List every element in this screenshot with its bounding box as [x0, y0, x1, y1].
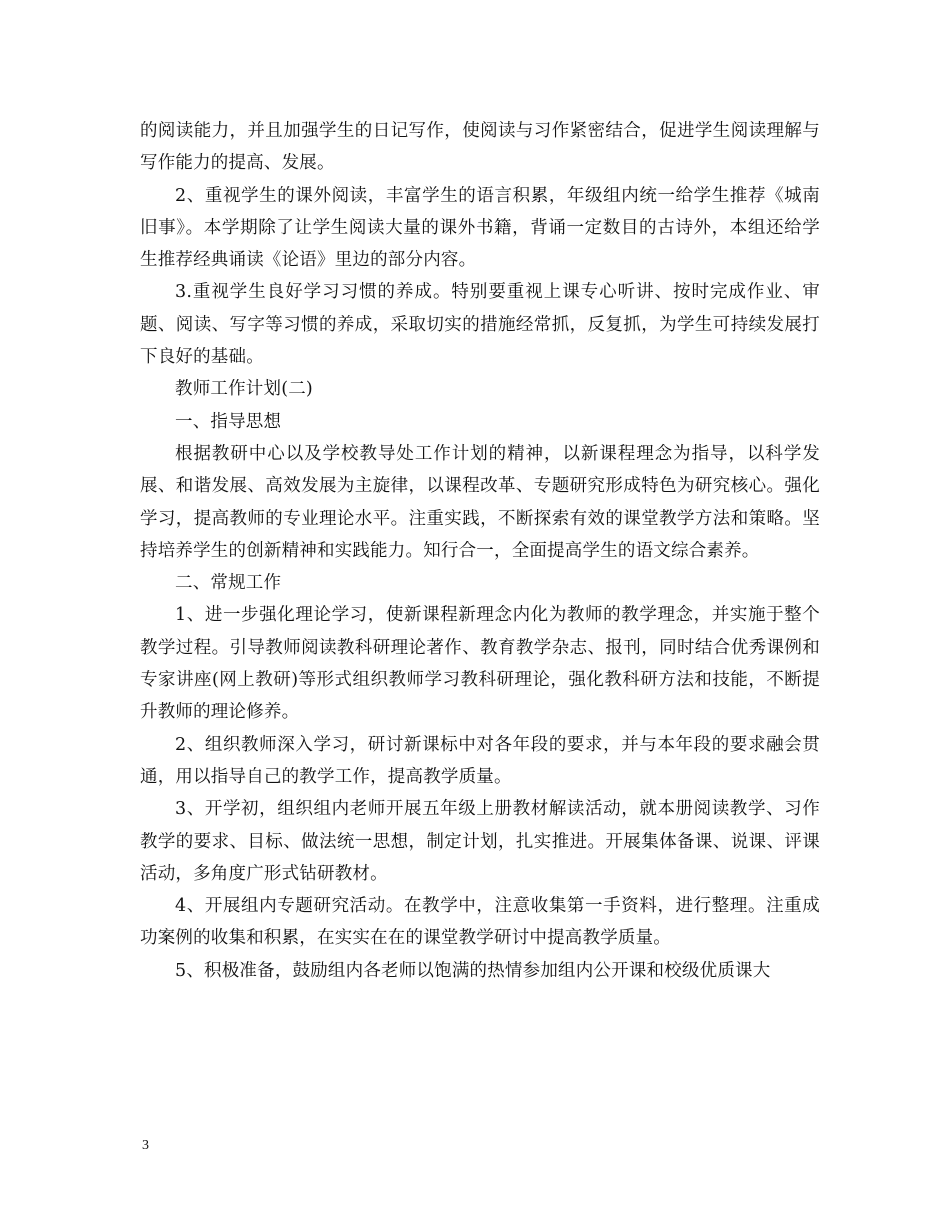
paragraph: 5、积极准备，鼓励组内各老师以饱满的热情参加组内公开课和校级优质课大: [175, 960, 771, 981]
paragraph: 4、开展组内专题研究活动。在教学中，注意收集第一手资料，进行整理。注重成功案例的收集和积累，在实实在在的课堂教学研讨中提高教学质量。: [140, 896, 820, 949]
section-title: 教师工作计划(二): [175, 379, 313, 400]
body-text: [140, 115, 820, 987]
paragraph: 2、组织教师深入学习，研讨新课标中对各年段的要求，并与本年段的要求融会贯通，用以指导自己的教学工作，提高教学质量。: [140, 734, 820, 787]
paragraph: 的阅读能力，并且加强学生的日记写作，使阅读与习作紧密结合，促进学生阅读理解与写作能力的提高、发展。: [140, 121, 820, 174]
paragraph: 3.重视学生良好学习习惯的养成。特别要重视上课专心听讲、按时完成作业、审题、阅读、写字等习惯的养成，采取切实的措施经常抓，反复抓，为学生可持续发展打下良好的基础。: [140, 282, 820, 368]
page-number: 3: [142, 1138, 149, 1153]
section-heading: 一、指导思想: [175, 411, 282, 432]
paragraph: 2、重视学生的课外阅读，丰富学生的语言积累，年级组内统一给学生推荐《城南旧事》。本学期除了让学生阅读大量的课外书籍，背诵一定数目的古诗外，本组还给学生推荐经典诵读《论语》里边的部分内容。: [140, 185, 820, 271]
paragraph: 1、进一步强化理论学习，使新课程新理念内化为教师的教学理念，并实施于整个教学过程。引导教师阅读教科研理论著作、教育教学杂志、报刊，同时结合优秀课例和专家讲座(网上教研)等形式组织教师学习教科研理论，强化教科研方法和技能，不断提升教师的理论修养。: [140, 605, 820, 723]
section-heading: 二、常规工作: [175, 573, 282, 594]
paragraph: 3、开学初，组织组内老师开展五年级上册教材解读活动，就本册阅读教学、习作教学的要求、目标、做法统一思想，制定计划，扎实推进。开展集体备课、说课、评课活动，多角度广形式钻研教材。: [140, 799, 820, 884]
paragraph: 根据教研中心以及学校教导处工作计划的精神，以新课程理念为指导，以科学发展、和谐发展、高效发展为主旋律，以课程改革、专题研究形成特色为研究核心。强化学习，提高教师的专业理论水平。注重实践，不断探索有效的课堂教学方法和策略。坚持培养学生的创新精神和实践能力。知行合一，全面提高学生的语文综合素养。: [140, 443, 820, 561]
